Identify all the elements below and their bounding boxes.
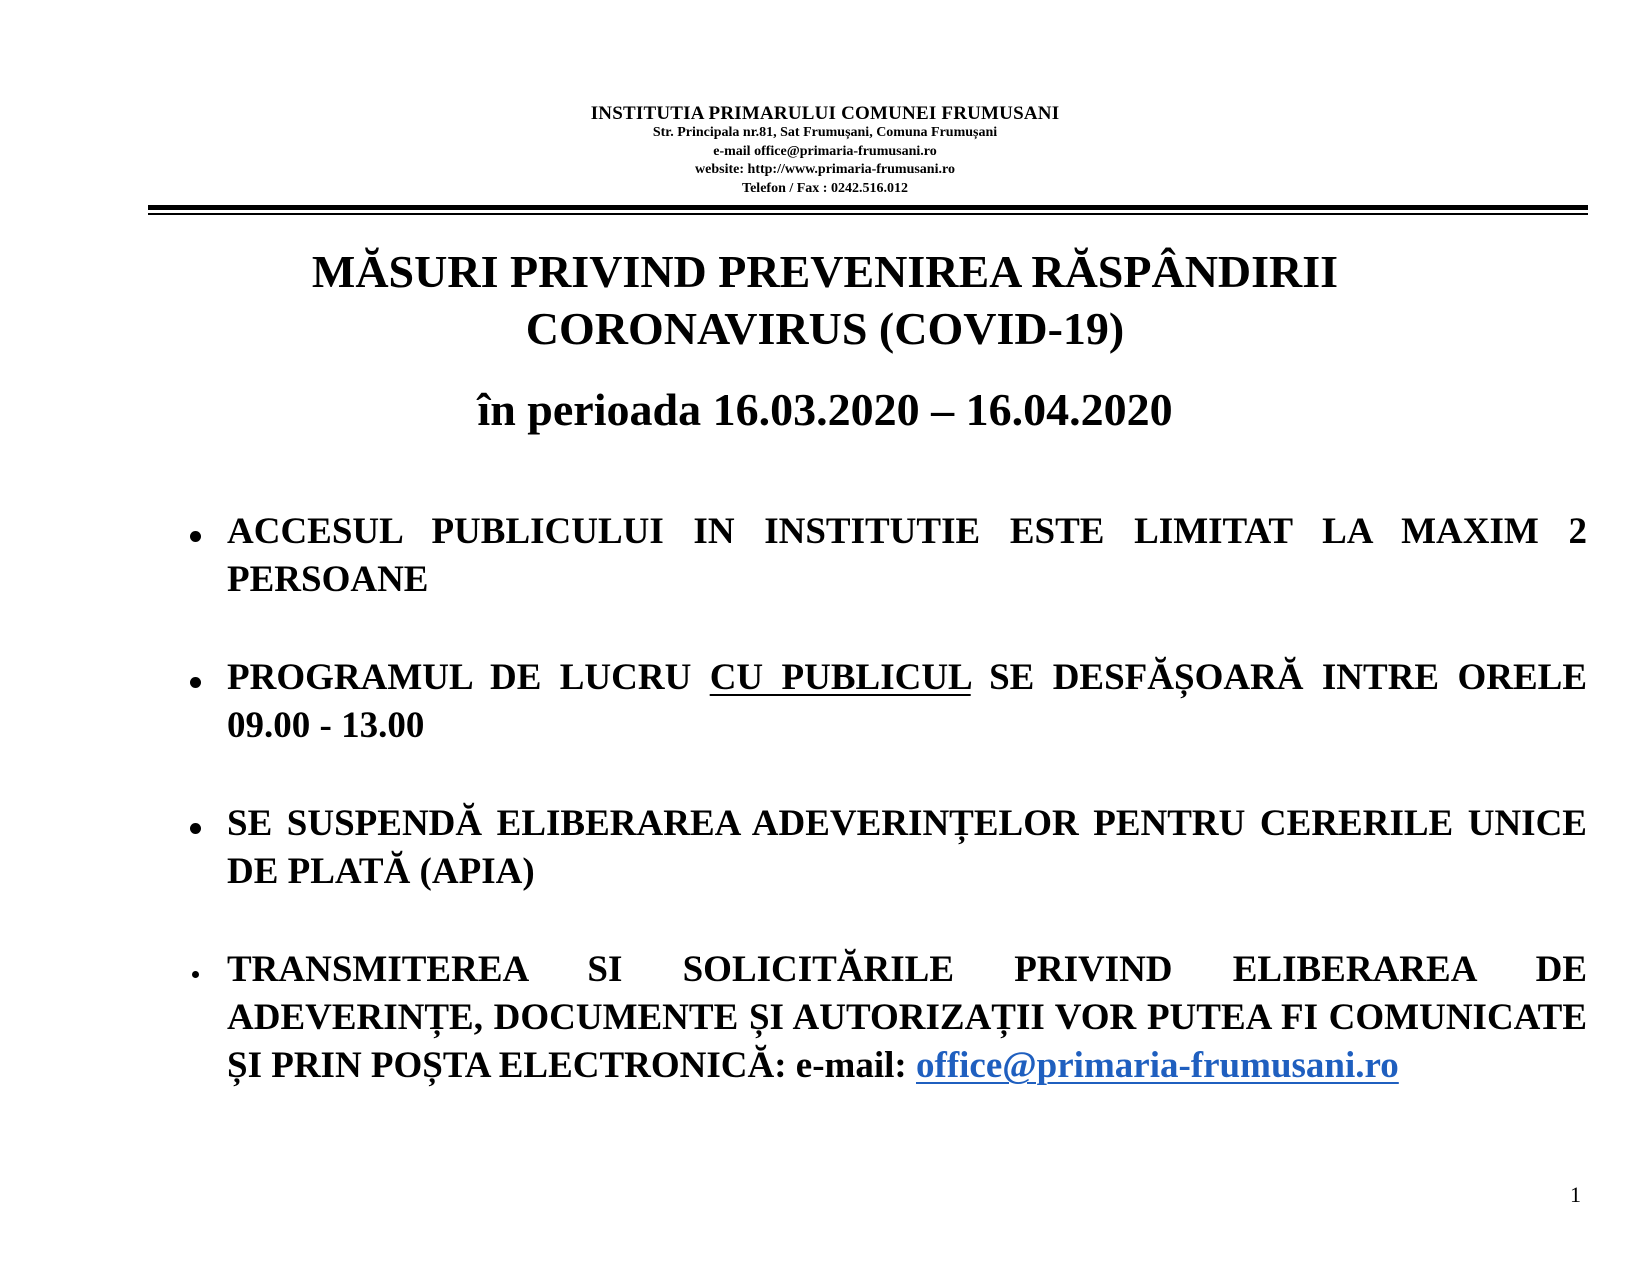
measure-text-underlined: CU PUBLICUL bbox=[709, 657, 971, 698]
measure-text-before: PROGRAMUL DE LUCRU bbox=[227, 657, 710, 698]
bullet-icon bbox=[190, 823, 201, 834]
period-subtitle: în perioada 16.03.2020 – 16.04.2020 bbox=[477, 384, 1173, 435]
title-line-1: MĂSURI PRIVIND PREVENIREA RĂSPÂNDIRII bbox=[311, 246, 1339, 297]
measure-item-apia bbox=[227, 800, 1587, 896]
institution-phone: Telefon / Fax : 0242.516.012 bbox=[742, 180, 908, 196]
measure-text-after: SE DESFĂȘOARĂ INTRE ORELE 09.00 - 13.00 bbox=[227, 657, 1588, 746]
measure-item-email bbox=[227, 946, 1587, 1090]
page-number: 1 bbox=[1570, 1182, 1581, 1207]
institution-address: Str. Principala nr.81, Sat Frumușani, Comuna Frumușani bbox=[652, 125, 998, 140]
measure-text: SE SUSPENDĂ ELIBERAREA ADEVERINȚELOR PENTRU CERERILE UNICE DE PLATĂ (APIA) bbox=[227, 803, 1587, 892]
measure-text: ACCESUL PUBLICULUI IN INSTITUTIE ESTE LIMITAT LA MAXIM 2 PERSOANE bbox=[227, 511, 1587, 600]
measure-text: TRANSMITEREA SI SOLICITĂRILE PRIVIND ELIBERAREA DE ADEVERINȚE, DOCUMENTE ȘI AUTORIZAȚII VOR PUTEA FI COMUNICATE ȘI PRIN POȘTA ELECTRONICĂ: e-mail: bbox=[227, 949, 1587, 1086]
office-email-link[interactable]: office@primaria-frumusani.ro bbox=[916, 1045, 1399, 1086]
measure-item-schedule bbox=[227, 654, 1587, 750]
institution-website: website: http://www.primaria-frumusani.ro bbox=[695, 162, 955, 177]
institution-email: e-mail office@primaria-frumusani.ro bbox=[713, 143, 937, 159]
bullet-icon bbox=[190, 677, 201, 688]
bullet-icon bbox=[192, 971, 199, 978]
bullet-icon bbox=[190, 531, 201, 542]
title-line-2: CORONAVIRUS (COVID-19) bbox=[525, 303, 1125, 354]
measure-item-access bbox=[227, 508, 1587, 604]
institution-name: INSTITUTIA PRIMARULUI COMUNEI FRUMUSANI bbox=[590, 103, 1060, 124]
